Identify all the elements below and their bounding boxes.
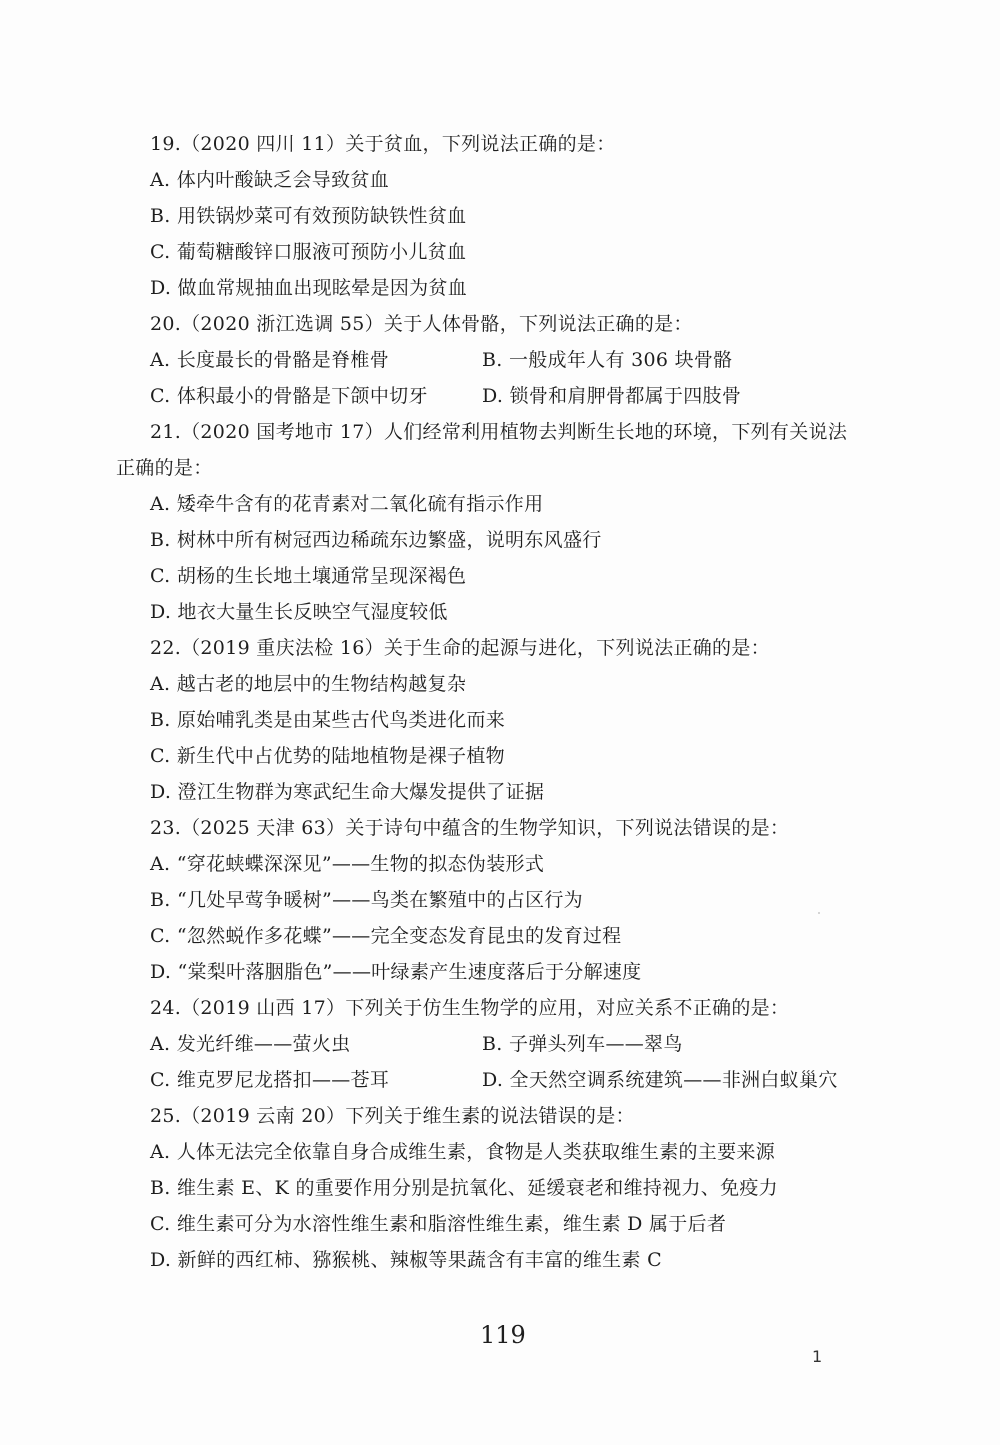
question-24-option-b: B. 子弹头列车——翠鸟 <box>482 1033 683 1055</box>
question-21-option-c: C. 胡杨的生长地土壤通常呈现深褐色 <box>150 565 467 587</box>
question-25-option-c: C. 维生素可分为水溶性维生素和脂溶性维生素，维生素 D 属于后者 <box>150 1213 727 1235</box>
question-23-option-b: B. “几处早莺争暖树”——鸟类在繁殖中的占区行为 <box>150 889 583 911</box>
question-23-option-a: A. “穿花蛱蝶深深见”——生物的拟态伪装形式 <box>150 853 545 875</box>
question-19-stem: 19.（2020 四川 11）关于贫血，下列说法正确的是： <box>150 133 616 155</box>
question-24-option-d: D. 全天然空调系统建筑——非洲白蚁巢穴 <box>482 1069 838 1091</box>
question-20-option-a: A. 长度最长的骨骼是脊椎骨 <box>150 349 390 371</box>
question-20-option-d: D. 锁骨和肩胛骨都属于四肢骨 <box>482 385 742 407</box>
question-21-option-d: D. 地衣大量生长反映空气湿度较低 <box>150 601 448 623</box>
corner-mark: 1 <box>812 1347 823 1366</box>
scan-speck <box>818 912 820 914</box>
question-19-option-b: B. 用铁锅炒菜可有效预防缺铁性贫血 <box>150 205 467 227</box>
question-25-option-b: B. 维生素 E、K 的重要作用分别是抗氧化、延缓衰老和维持视力、免疫力 <box>150 1177 778 1199</box>
question-23-option-d: D. “棠梨叶落胭脂色”——叶绿素产生速度落后于分解速度 <box>150 961 642 983</box>
question-19-option-d: D. 做血常规抽血出现眩晕是因为贫血 <box>150 277 468 299</box>
question-20-option-c: C. 体积最小的骨骼是下颌中切牙 <box>150 385 428 407</box>
question-25-option-d: D. 新鲜的西红柿、猕猴桃、辣椒等果蔬含有丰富的维生素 C <box>150 1249 662 1271</box>
question-21-stem: 21.（2020 国考地市 17）人们经常利用植物去判断生长地的环境，下列有关说法 <box>150 421 848 443</box>
question-22-option-d: D. 澄江生物群为寒武纪生命大爆发提供了证据 <box>150 781 545 803</box>
question-22-option-a: A. 越古老的地层中的生物结构越复杂 <box>150 673 467 695</box>
question-20-stem: 20.（2020 浙江选调 55）关于人体骨骼，下列说法正确的是： <box>150 313 693 335</box>
question-23-option-c: C. “忽然蜕作多花蝶”——完全变态发育昆虫的发育过程 <box>150 925 622 947</box>
question-19-option-a: A. 体内叶酸缺乏会导致贫血 <box>150 169 390 191</box>
question-21-option-b: B. 树林中所有树冠西边稀疏东边繁盛，说明东风盛行 <box>150 529 602 551</box>
question-19-option-c: C. 葡萄糖酸锌口服液可预防小儿贫血 <box>150 241 467 263</box>
question-21-stem-continued: 正确的是： <box>116 457 213 479</box>
question-25-option-a: A. 人体无法完全依靠自身合成维生素，食物是人类获取维生素的主要来源 <box>150 1141 776 1163</box>
question-24-stem: 24.（2019 山西 17）下列关于仿生生物学的应用，对应关系不正确的是： <box>150 997 790 1019</box>
question-24-option-c: C. 维克罗尼龙搭扣——苍耳 <box>150 1069 390 1091</box>
question-24-option-a: A. 发光纤维——萤火虫 <box>150 1033 351 1055</box>
question-20-option-b: B. 一般成年人有 306 块骨骼 <box>482 349 733 371</box>
question-22-stem: 22.（2019 重庆法检 16）关于生命的起源与进化，下列说法正确的是： <box>150 637 770 659</box>
question-21-option-a: A. 矮牵牛含有的花青素对二氧化硫有指示作用 <box>150 493 544 515</box>
question-25-stem: 25.（2019 云南 20）下列关于维生素的说法错误的是： <box>150 1105 635 1127</box>
question-23-stem: 23.（2025 天津 63）关于诗句中蕴含的生物学知识，下列说法错误的是： <box>150 817 790 839</box>
question-22-option-c: C. 新生代中占优势的陆地植物是裸子植物 <box>150 745 505 767</box>
page-number: 119 <box>480 1321 526 1349</box>
question-22-option-b: B. 原始哺乳类是由某些古代鸟类进化而来 <box>150 709 506 731</box>
